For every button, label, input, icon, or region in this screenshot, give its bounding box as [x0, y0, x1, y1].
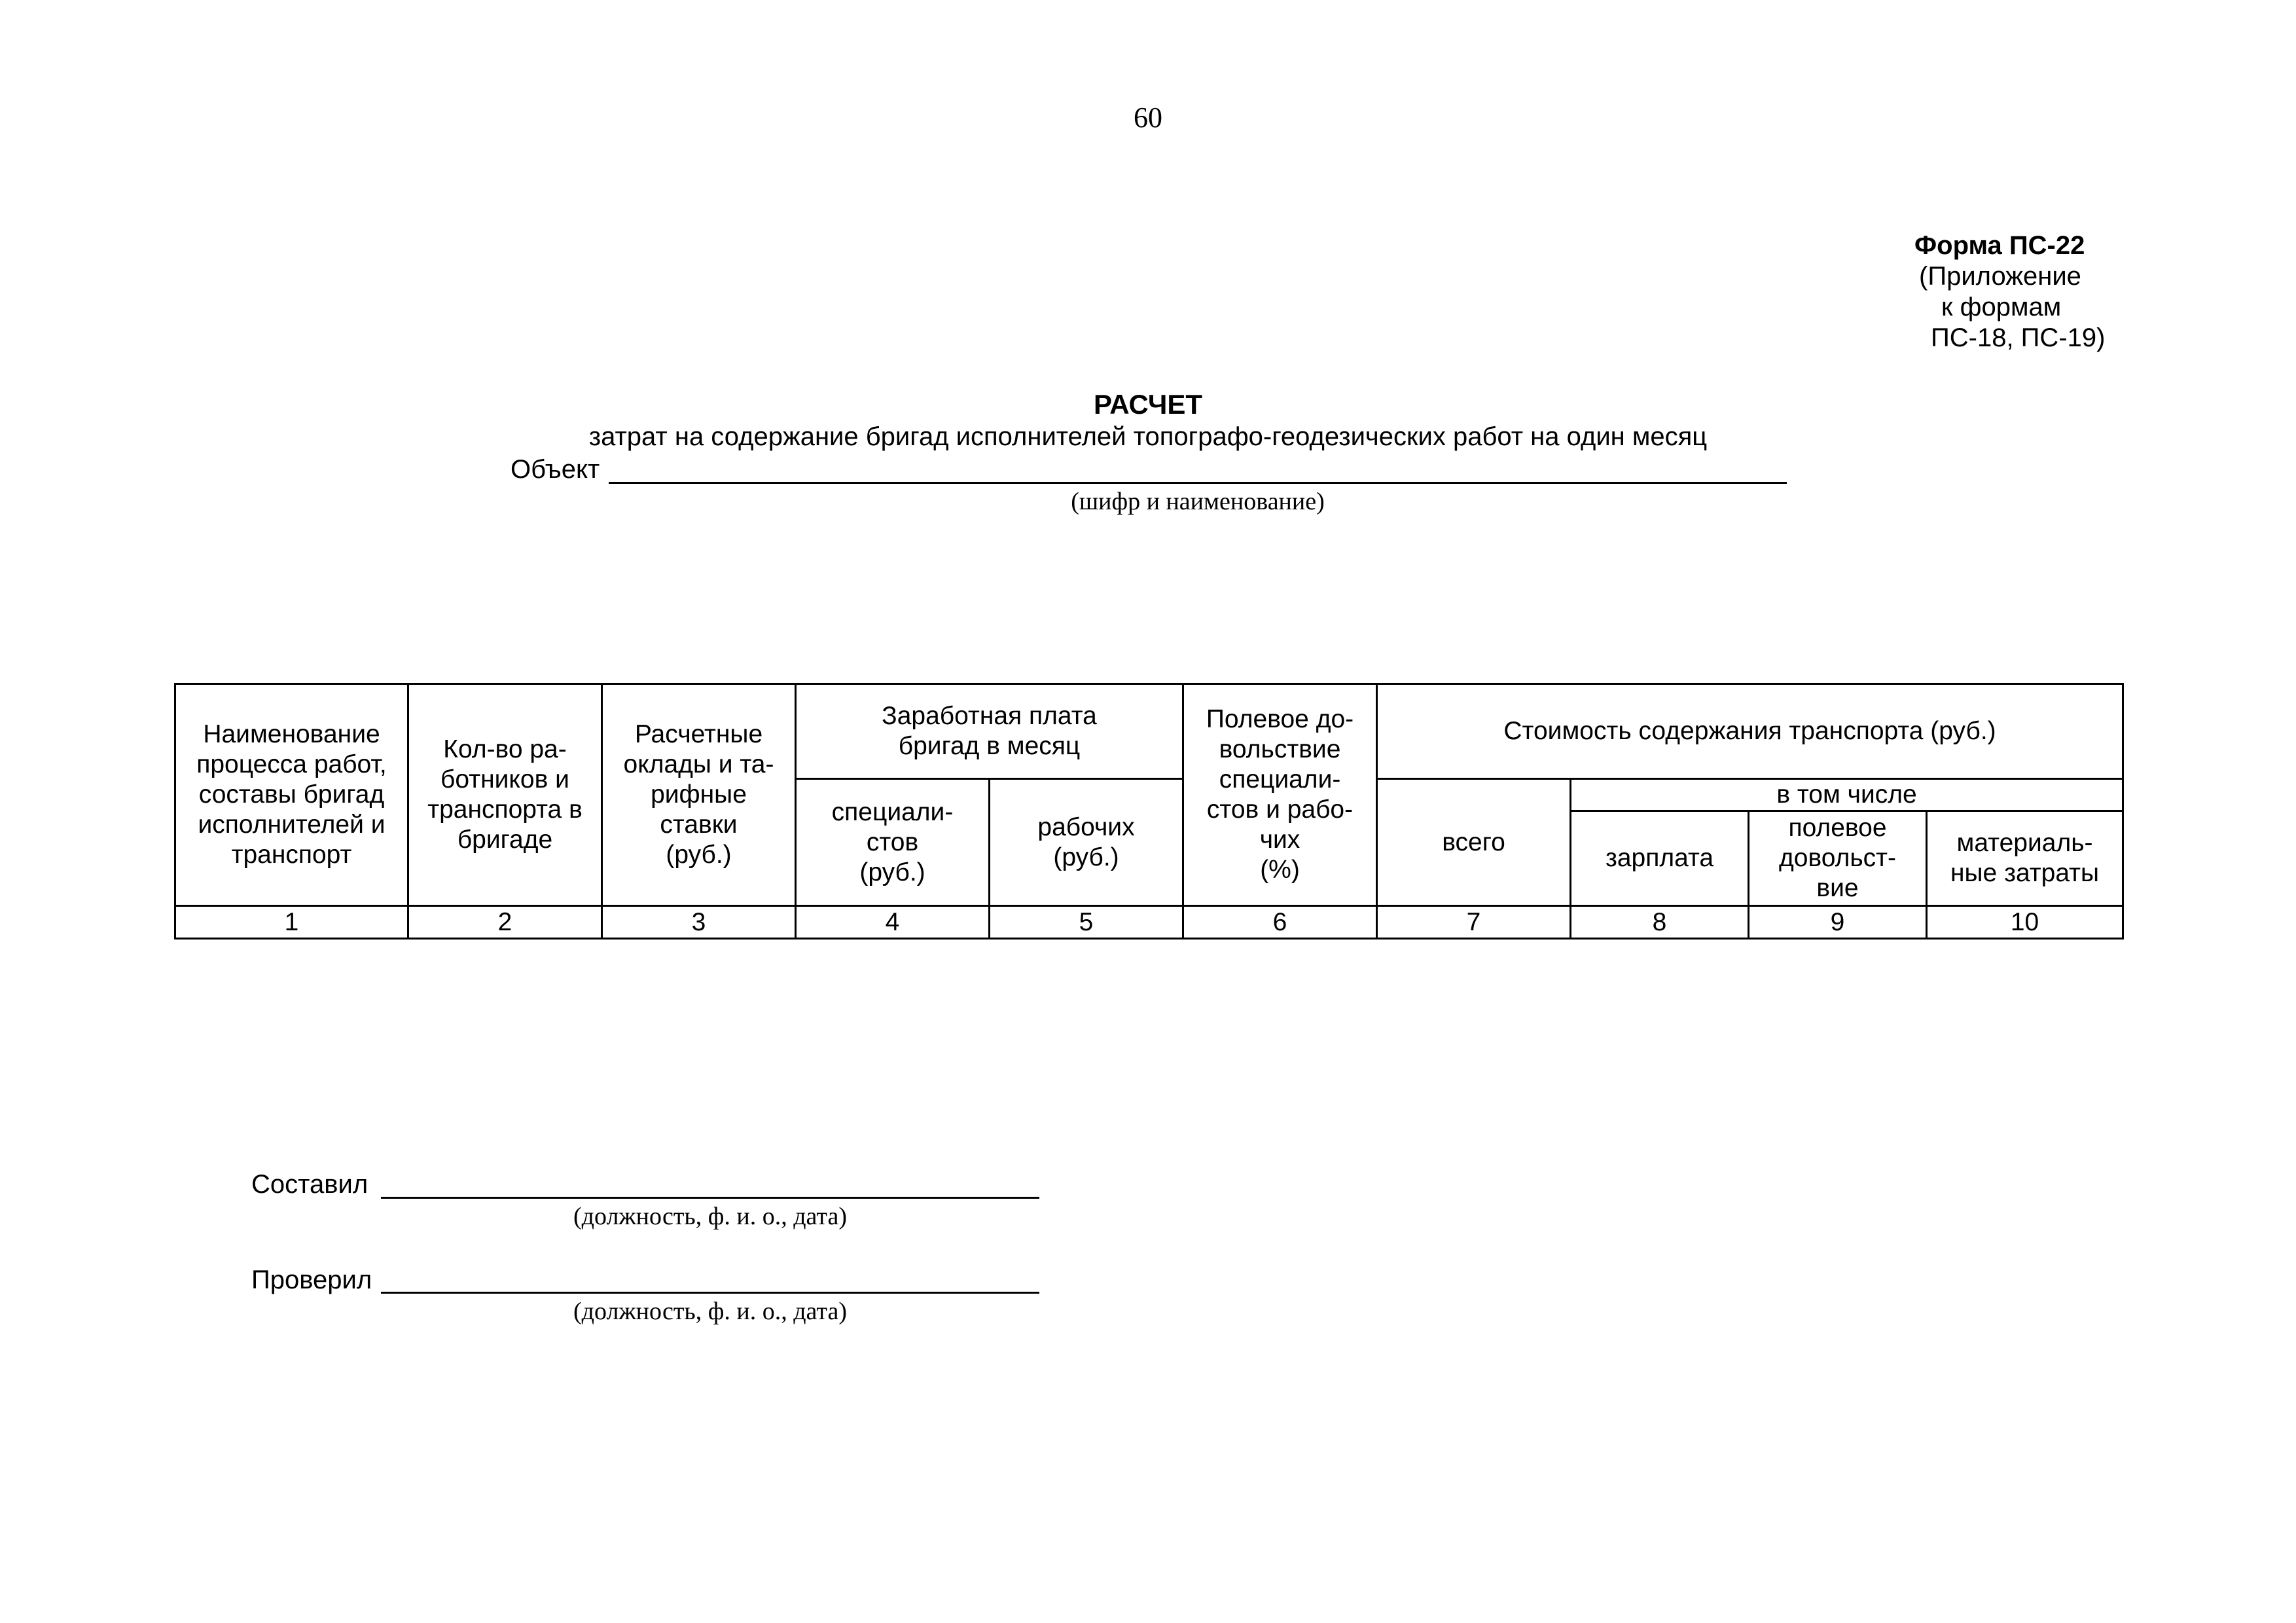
document-subtitle: затрат на содержание бригад исполнителей топографо-геодезических работ на один месяц [588, 422, 1708, 451]
header-material-costs: материаль- ные затраты [1927, 811, 2123, 906]
object-label: Объект [511, 455, 600, 484]
form-meta [1885, 230, 2212, 354]
object-hint: (шифр и наименование) [1071, 488, 1325, 515]
checked-by-hint: (должность, ф. и. о., дата) [573, 1298, 848, 1325]
column-number: 9 [1749, 906, 1927, 939]
header-specialists: специали- стов (руб.) [796, 779, 990, 906]
header-process-name: Наименование процесса работ, составы бригад исполнителей и транспорт [175, 684, 408, 906]
form-code: Форма ПС-22 [1914, 231, 2085, 260]
compiled-by-hint: (должность, ф. и. о., дата) [573, 1203, 848, 1230]
header-monthly-salary-group: Заработная плата бригад в месяц [796, 684, 1183, 779]
header-including-group: в том числе [1571, 779, 2123, 811]
checked-by-label: Проверил [251, 1266, 372, 1294]
header-field-allowance: Полевое до- вольствие специали- стов и рабо- чих (%) [1183, 684, 1377, 906]
column-number: 3 [602, 906, 796, 939]
document-title: РАСЧЕТ [1093, 389, 1203, 420]
object-field[interactable] [609, 482, 1787, 484]
header-total: всего [1377, 779, 1571, 906]
checked-by-field[interactable] [381, 1292, 1039, 1294]
form-appendix-line: (Приложение [1919, 262, 2081, 291]
column-number: 6 [1183, 906, 1377, 939]
header-salary-rates: Расчетные оклады и та- рифные ставки (руб.) [602, 684, 796, 906]
column-number: 4 [796, 906, 990, 939]
column-number: 2 [408, 906, 602, 939]
column-number: 1 [175, 906, 408, 939]
column-number: 5 [990, 906, 1183, 939]
page-number: 60 [1134, 101, 1162, 134]
column-number: 10 [1927, 906, 2123, 939]
cost-table [174, 683, 2124, 939]
compiled-by-label: Составил [251, 1170, 368, 1199]
header-field-provision: полевое довольст- вие [1749, 811, 1927, 906]
column-number: 8 [1571, 906, 1749, 939]
compiled-by-field[interactable] [381, 1197, 1039, 1199]
header-wages: зарплата [1571, 811, 1749, 906]
header-workers: рабочих (руб.) [990, 779, 1183, 906]
column-number: 7 [1377, 906, 1571, 939]
form-appendix-line: к формам [1941, 293, 2062, 321]
form-appendix-line: ПС-18, ПС-19) [1931, 323, 2106, 352]
header-transport-cost-group: Стоимость содержания транспорта (руб.) [1377, 684, 2123, 779]
header-worker-count: Кол-во ра- ботников и транспорта в бригаде [408, 684, 602, 906]
column-number-row [175, 906, 2123, 939]
